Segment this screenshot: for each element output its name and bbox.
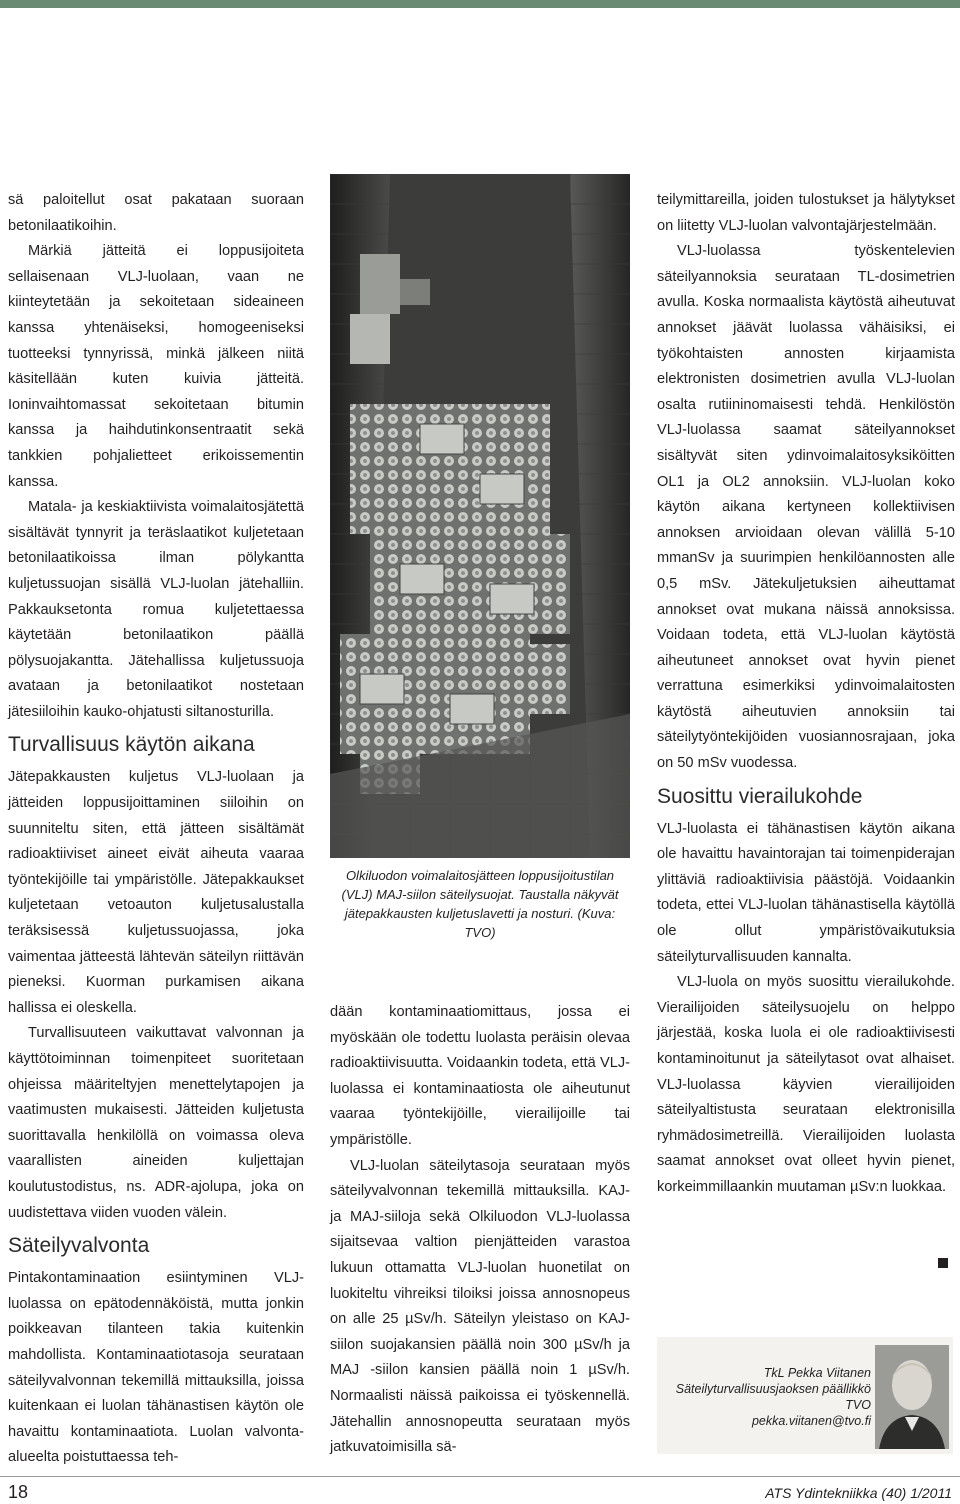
page-number: 18	[8, 1482, 29, 1502]
body-paragraph: VLJ-luolassa työskentelevien säteilyannoksia seurataan TL-dosimetrien avulla. Koska normaalista käytöstä aiheutuvat annokset jäävät luolassa vähäisiksi, ei työkohtaisten annosten kirjaamista elektronisten dosimetrien avulla VLJ-luolan osalta rutiininomaisesti tehdä. Henkilöstön VLJ-luolassa saamat säteilyannokset sisältyvät siten ydinvoimalaitosyksiköitten OL1 ja OL2 annoksiin. VLJ-luolan koko käytön aikana kertyneen kollektiivisen annoksen arvioidaan olevan välillä 5-10 mmanSv ja suurimpien henkilöannosten alle 0,5 mSv. Jätekuljetuksien aiheuttamat annokset ovat mukana näissä annoksissa. Voidaan todeta, että VLJ-luolan käytöstä aiheutuneet annokset ovat hyvin pienet verrattuna esimerkiksi ydinvoimalaitosten käytöstä aiheutuvien annoksiin tai säteilytyöntekijöiden vuosiannosrajaan, joka on 50 mSv vuodessa.	[657, 243, 955, 772]
body-paragraph: Pintakontaminaation esiintyminen VLJ-luolassa on epätodennäköistä, mutta jonkin poikkeavan tilanteen takia kuitenkin mahdollista. Kontaminaatiotasoja seurataan säteilyvalvonnan tekemillä mittauksilla, joissa kuitenkaan ei luolan tähänastisen käytön ole havaittu kontaminaatiota. Luolan valvonta-alueelta poistuttaessa teh-	[8, 1270, 304, 1466]
author-name: TkL Pekka Viitanen	[763, 1366, 871, 1380]
author-title: Säteilyturvallisuusjaoksen päällikkö	[675, 1382, 871, 1396]
section-heading: Turvallisuus käytön aikana	[8, 733, 255, 757]
figure-caption: Olkiluodon voimalaitosjätteen loppusijoitustilan (VLJ) MAJ-siilon säteilysuojat. Taustalla näkyvät jätepakkausten kuljetuslavetti ja nosturi. (Kuva: TVO)	[341, 868, 619, 940]
body-paragraph: teilymittareilla, joiden tulostukset ja hälytykset on liitetty VLJ-luolan valvontajärjestelmään.	[657, 192, 955, 234]
top-accent-bar	[0, 0, 960, 8]
body-paragraph: VLJ-luolasta ei tähänastisen käytön aikana ole havaittu havaintorajan tai toimenpiderajan ylittäviä radioaktiivisia päästöjä. Voidaankin todeta, ettei VLJ-luolan tähänastisella käytöllä ole ollut ympäristövaikutuksia säteilyturvallisuuden kannalta.	[657, 820, 955, 965]
section-heading: Suosittu vierailukohde	[657, 784, 863, 808]
body-paragraph: VLJ-luola on myös suosittu vierailukohde. Vierailijoiden säteilysuojelu on helppo järjestää, koska luola ei ole radioaktiivisesti kontaminoitunut ja säteilytasot ovat alhaiset. VLJ-luolassa käyvien vierailijoiden säteilyaltistusta seurataan elektronisilla ryhmädosimetreillä. Vierailijoiden luolasta saamat annokset ovat olleet hyvin pienet, korkeimmillaankin muutaman µSv:n luokkaa.	[657, 974, 955, 1195]
journal-title: ATS Ydintekniikka (40) 1/2011	[765, 1485, 952, 1501]
author-email[interactable]: pekka.viitanen@tvo.fi	[751, 1414, 871, 1428]
body-paragraph: Turvallisuuteen vaikuttavat valvonnan ja käyttötoiminnan toimenpiteet suoritetaan ohjeissa määriteltyjen menettelytapojen ja vaatimusten mukaisesti. Jätteiden kuljetusta suorittavalla henkilöllä on voimassa oleva vaarallisten aineiden kuljettajan koulutustodistus, ns. ADR-ajolupa, joka on uudistettava viiden vuoden välein.	[8, 1025, 304, 1221]
body-paragraph: Jätepakkausten kuljetus VLJ-luolaan ja jätteiden loppusijoittaminen siiloihin on suunniteltu siten, että jätteen sisältämät radioaktiiviset aineet eivät aiheuta vaaraa työntekijöille tai ympäristölle. Jätepakkaukset kuljetetaan vetoauton kuljetusalustalla teräksisessä kuljetussuojassa, joka vaimentaa jätteestä lähtevän säteilyn riittävän pieneksi. Kuorman purkamisen aikana hallissa ei oleskella.	[8, 769, 304, 1016]
author-info	[671, 1365, 871, 1429]
body-paragraph: Märkiä jätteitä ei loppusijoiteta sellaisenaan VLJ-luolaan, vaan ne kiinteytetään ja sekoitetaan sideaineen kanssa yhtenäiseksi, homogeeniseksi tuotteeksi tynnyrissä, minkä jälkeen niitä käsitellään kuten kuivia jätteitä. Ioninvaihtomassat sekoitetaan bitumin kanssa ja haihdutinkonsentraatit sekä tankkien pohjalietteet erikoissementin kanssa.	[8, 243, 304, 490]
author-portrait	[875, 1345, 949, 1449]
footer-rule	[0, 1476, 960, 1477]
article-end-mark	[938, 1258, 948, 1268]
body-paragraph: sä paloitellut osat pakataan suoraan betonilaatikoihin.	[8, 192, 304, 234]
author-org: TVO	[845, 1398, 871, 1412]
silo-photo	[330, 174, 630, 858]
body-paragraph: dään kontaminaatiomittaus, jossa ei myöskään ole todettu luolasta peräisin olevaa radioaktiivisuutta. Voidaankin todeta, että VLJ-luolassa ei kontaminaatiosta ole aiheutunut vaaraa työntekijöille, vierailijoille tai ympäristölle.	[330, 1004, 630, 1148]
author-box	[657, 1337, 953, 1454]
column-left	[8, 188, 304, 1471]
column-middle	[330, 1000, 630, 1461]
column-right	[657, 188, 955, 1201]
body-paragraph: Matala- ja keskiaktiivista voimalaitosjätettä sisältävät tynnyrit ja teräslaatikot kuljetetaan betonilaatikoissa ilman pölykantta kuljetussuojan sisällä VLJ-luolan jätehalliin. Pakkauksetonta romua kuljetettaessa käytetään betonilaatikon päällä pölysuojakantta. Jätehallissa kuljetussuoja avataan ja betonilaatikot nostetaan jätesiiloihin kauko-ohjatusti siltanosturilla.	[8, 499, 304, 720]
section-heading: Säteilyvalvonta	[8, 1234, 150, 1258]
body-paragraph: VLJ-luolan säteilytasoja seurataan myös säteilyvalvonnan tekemillä mittauksilla. KAJ- ja MAJ-siiloja sekä Olkiluodon VLJ-luolassa sijaitsevaa valtion pienjätteiden varastoa lukuun ottamatta VLJ-luolan huonetilat on luokiteltu vihreiksi tiloiksi joissa annosnopeus on alle 25 µSv/h. Säteilyn yleistaso on KAJ-siilon suojakansien päällä noin 300 µSv/h ja MAJ -siilon kansien päällä noin 1 µSv/h. Normaalisti näissä paikoissa ei työskennellä. Jätehallin annosnopeutta seurataan myös jatkuvatoimisilla sä-	[330, 1157, 630, 1456]
